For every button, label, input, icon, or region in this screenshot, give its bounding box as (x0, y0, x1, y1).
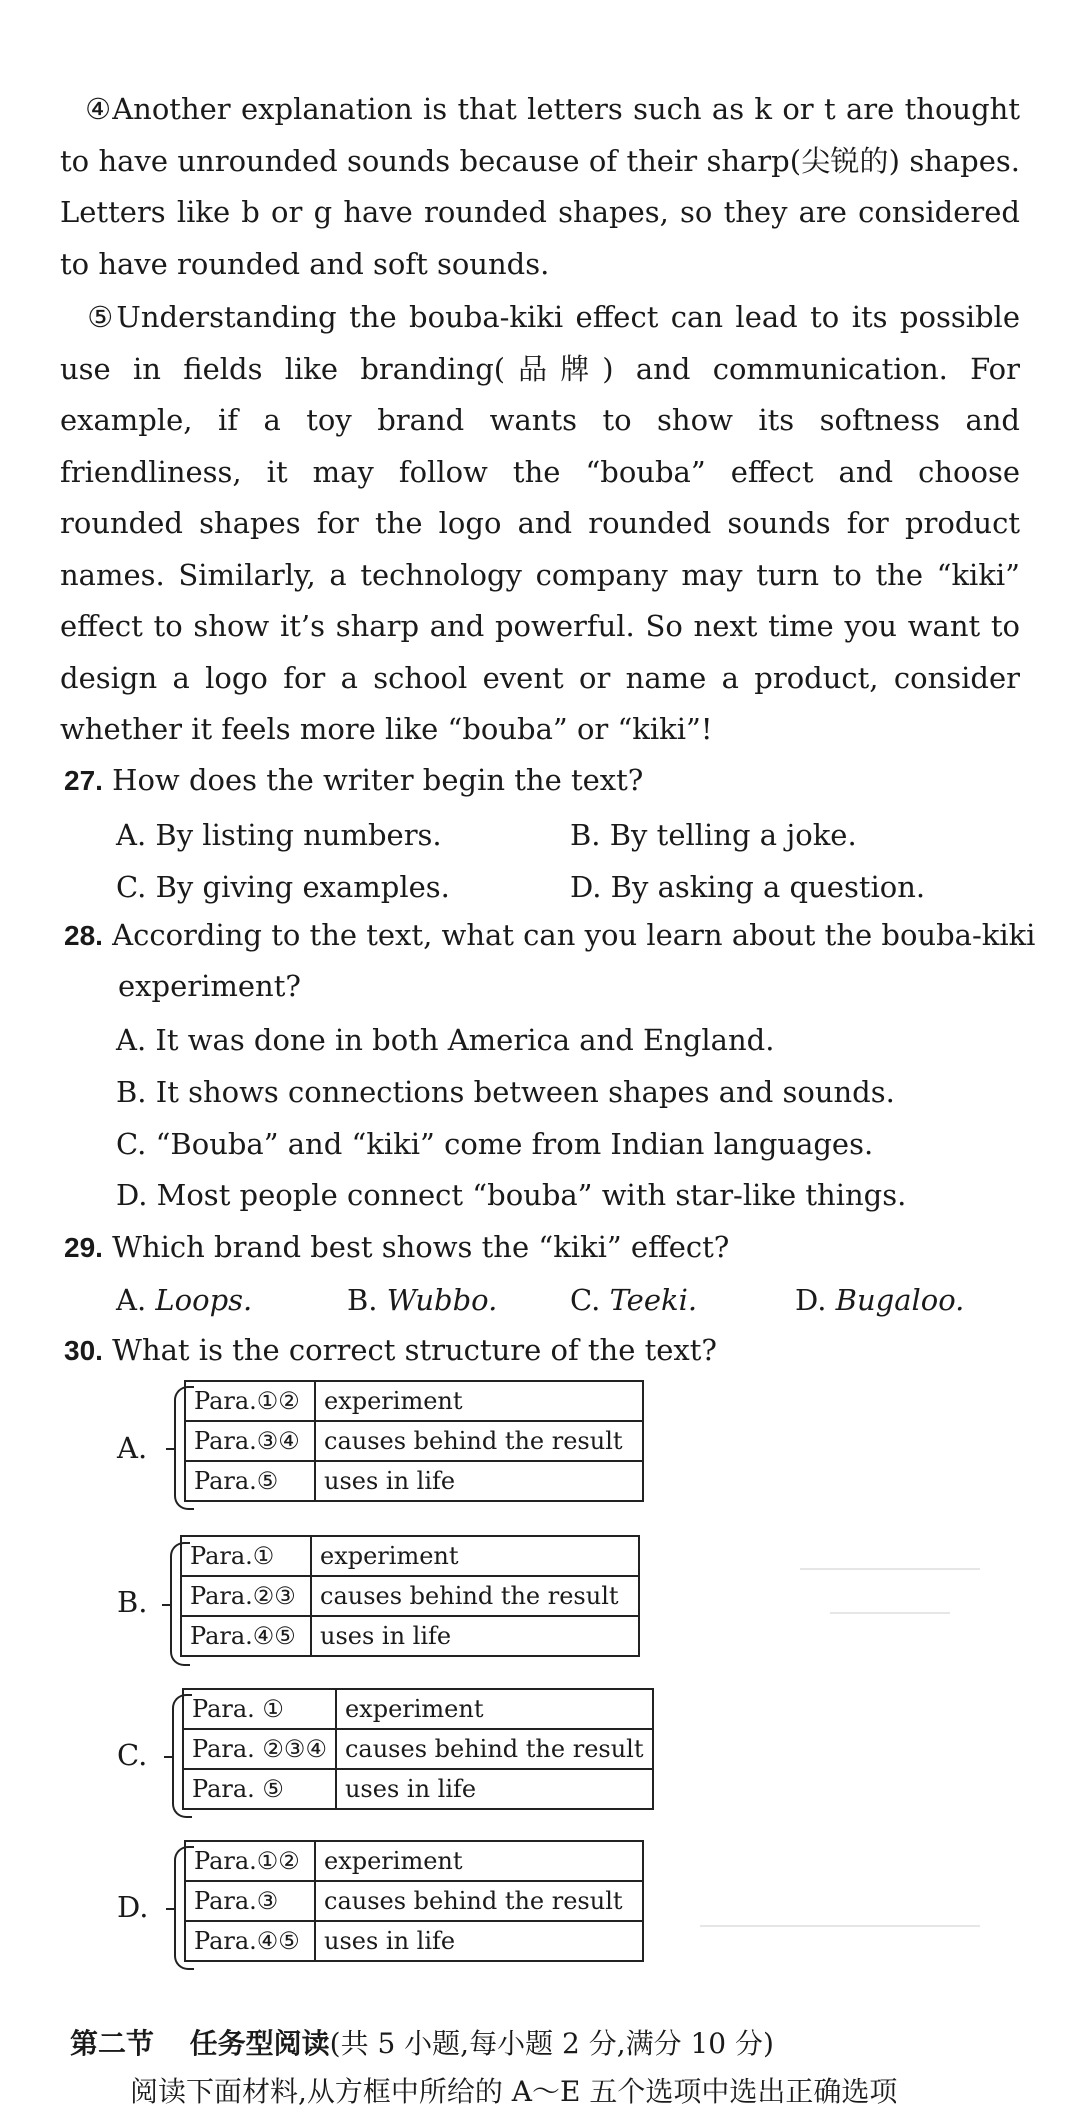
option-text: Bugaloo. (835, 1283, 965, 1317)
para-cell: Para.①② (185, 1841, 315, 1881)
para-cell: Para.④⑤ (185, 1921, 315, 1961)
question-28 (64, 910, 1080, 1012)
q28-option-a[interactable]: A. It was done in both America and England. (116, 1023, 775, 1057)
q29-option-c[interactable] (570, 1280, 697, 1320)
q28-option-b[interactable]: B. It shows connections between shapes and sounds. (116, 1075, 895, 1109)
q29-option-a[interactable] (116, 1280, 252, 1320)
table-row (183, 1689, 653, 1729)
content-cell: causes behind the result (315, 1421, 643, 1461)
scan-artifact (700, 1925, 980, 1927)
content-cell: causes behind the result (315, 1881, 643, 1921)
para-cell: Para.③ (185, 1881, 315, 1921)
option-letter: B. (117, 1585, 148, 1619)
option-letter: D. (117, 1890, 149, 1924)
paragraph-5-text: ⑤Understanding the bouba-kiki effect can lead to its possible use in fields like branding(品牌) and communication. For example, if a toy brand wants to show its softness and friendliness, it may follow the “bouba” effect and choose rounded shapes for the logo and rounded sounds for product names. Similarly, a technology company may turn to the “kiki” effect to show it’s sharp and powerful. So next time you want to design a logo for a school event or name a product, consider whether it feels more like “bouba” or “kiki”! (60, 300, 1020, 746)
section-title: 第二节 (70, 2027, 155, 2060)
table-row (183, 1769, 653, 1809)
option-letter: A. (116, 1283, 147, 1317)
para-cell: Para.②③ (181, 1576, 311, 1616)
passage-paragraph-5 (60, 292, 1020, 756)
para-cell: Para. ① (183, 1689, 336, 1729)
q29-option-d[interactable] (795, 1280, 964, 1320)
scan-artifact (800, 1568, 980, 1570)
q29-option-b[interactable] (347, 1280, 497, 1320)
content-cell: causes behind the result (311, 1576, 639, 1616)
q27-option-d[interactable]: D. By asking a question. (570, 870, 926, 904)
content-cell: experiment (336, 1689, 653, 1729)
structure-table (184, 1840, 644, 1962)
structure-table (182, 1688, 654, 1810)
question-number: 29. (64, 1232, 103, 1263)
option-letter: B. (347, 1283, 378, 1317)
question-stem: What is the correct structure of the text? (112, 1333, 717, 1367)
option-letter: C. (117, 1738, 148, 1772)
q28-option-d[interactable]: D. Most people connect “bouba” with star-like things. (116, 1178, 907, 1212)
question-stem: According to the text, what can you learn about the bouba-kiki experiment? (112, 918, 1036, 1003)
table-row (185, 1381, 643, 1421)
option-text: Loops. (155, 1283, 253, 1317)
para-cell: Para.⑤ (185, 1461, 315, 1501)
table-row (185, 1841, 643, 1881)
option-letter: D. (795, 1283, 827, 1317)
question-stem: Which brand best shows the “kiki” effect? (112, 1230, 730, 1264)
para-cell: Para. ⑤ (183, 1769, 336, 1809)
option-letter: C. (570, 1283, 601, 1317)
option-text: Teeki. (609, 1283, 698, 1317)
section-instruction: 阅读下面材料,从方框中所给的 A～E 五个选项中选出正确选项 (130, 2075, 898, 2108)
content-cell: uses in life (336, 1769, 653, 1809)
content-cell: uses in life (311, 1616, 639, 1656)
section-subtitle: 任务型阅读 (189, 2027, 330, 2060)
para-cell: Para.④⑤ (181, 1616, 311, 1656)
q28-option-c[interactable]: C. “Bouba” and “kiki” come from Indian languages. (116, 1127, 874, 1161)
q27-option-b[interactable]: B. By telling a joke. (570, 818, 857, 852)
question-number: 28. (64, 920, 103, 951)
scan-artifact (830, 1612, 950, 1614)
question-number: 30. (64, 1335, 103, 1366)
question-number: 27. (64, 765, 103, 796)
table-row (185, 1881, 643, 1921)
content-cell: experiment (315, 1381, 643, 1421)
q27-option-c[interactable]: C. By giving examples. (116, 870, 450, 904)
paragraph-4-text: ④Another explanation is that letters such as k or t are thought to have unrounded sounds because of their sharp(尖锐的) shapes. Letters like b or g have rounded shapes, so they are considered to have rounded and soft sounds. (60, 92, 1020, 281)
passage-paragraph-4 (60, 84, 1020, 290)
table-row (181, 1576, 639, 1616)
table-row (183, 1729, 653, 1769)
option-letter: A. (117, 1431, 148, 1465)
q27-option-a[interactable]: A. By listing numbers. (116, 818, 442, 852)
content-cell: uses in life (315, 1921, 643, 1961)
table-row (185, 1421, 643, 1461)
section-note: (共 5 小题,每小题 2 分,满分 10 分) (329, 2027, 774, 2060)
para-cell: Para.①② (185, 1381, 315, 1421)
content-cell: uses in life (315, 1461, 643, 1501)
table-row (181, 1616, 639, 1656)
content-cell: experiment (311, 1536, 639, 1576)
table-row (185, 1461, 643, 1501)
question-29 (64, 1222, 1024, 1273)
table-row (185, 1921, 643, 1961)
question-27 (64, 755, 1024, 806)
table-row (181, 1536, 639, 1576)
section-header (70, 2024, 774, 2064)
content-cell: causes behind the result (336, 1729, 653, 1769)
para-cell: Para.③④ (185, 1421, 315, 1461)
structure-table (184, 1380, 644, 1502)
structure-table (180, 1535, 640, 1657)
para-cell: Para. ②③④ (183, 1729, 336, 1769)
para-cell: Para.① (181, 1536, 311, 1576)
question-stem: How does the writer begin the text? (112, 763, 644, 797)
content-cell: experiment (315, 1841, 643, 1881)
option-text: Wubbo. (386, 1283, 498, 1317)
question-30 (64, 1325, 1024, 1376)
